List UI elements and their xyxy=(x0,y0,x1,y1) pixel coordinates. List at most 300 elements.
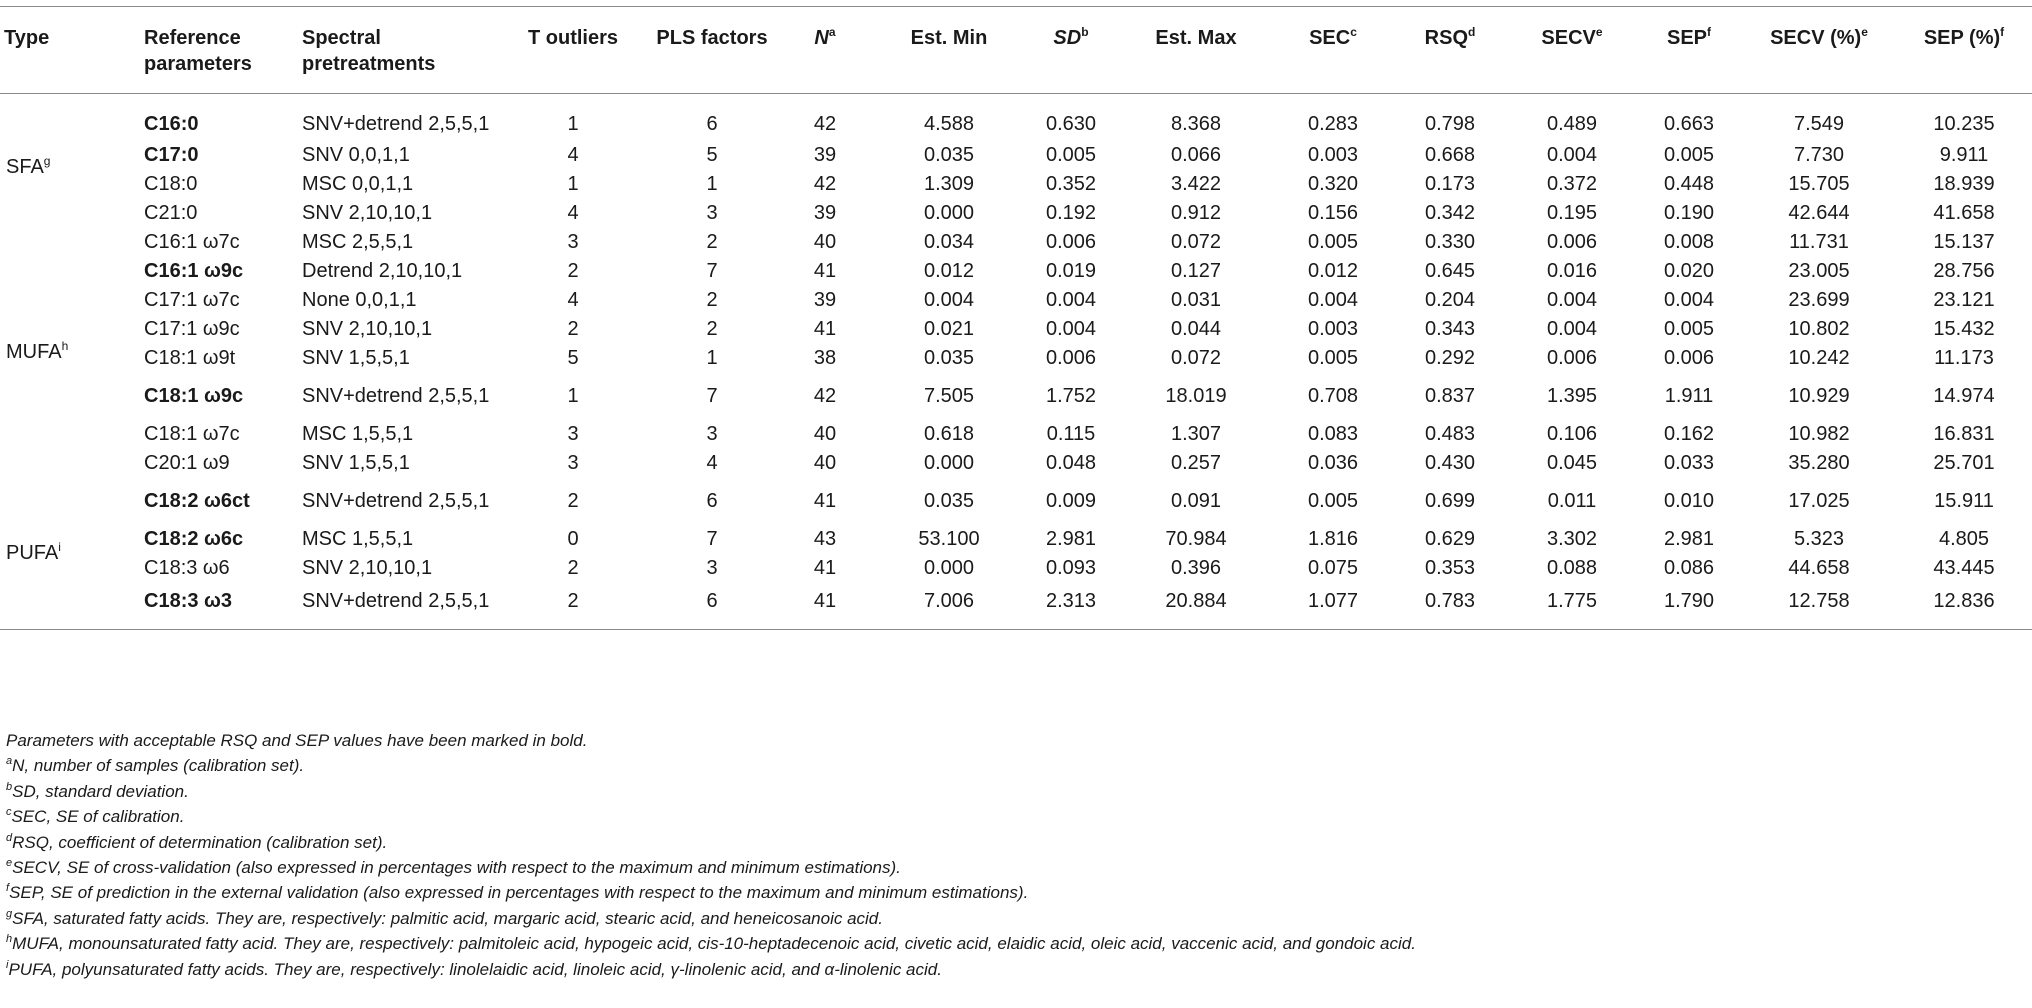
value-cell-max: 3.422 xyxy=(1170,172,1222,195)
table-row xyxy=(0,373,2032,420)
value-cell-sepp: 10.235 xyxy=(1933,112,1995,135)
value-cell-secv: 0.016 xyxy=(1546,259,1598,282)
table-row xyxy=(0,420,2032,449)
value-cell-n: 41 xyxy=(813,556,837,579)
value-cell-sec: 0.005 xyxy=(1307,230,1359,253)
reference-parameter: C18:3 ω3 xyxy=(144,590,233,613)
type-group-label: PUFA xyxy=(6,541,59,564)
column-header-label: Est. Max xyxy=(1155,27,1237,49)
value-cell-sepp: 25.701 xyxy=(1933,451,1995,474)
footnote-marker: h xyxy=(6,933,13,946)
reference-parameter: C18:1 ω9t xyxy=(144,346,236,369)
column-header-label: T outliers xyxy=(527,27,618,49)
spectral-pretreatment: SNV 1,5,5,1 xyxy=(302,451,410,474)
type-group-label: SFA xyxy=(6,156,44,179)
column-header-label: SEC xyxy=(1309,27,1351,49)
value-cell-sep: 0.008 xyxy=(1663,230,1715,253)
value-cell-rsq: 0.783 xyxy=(1424,590,1476,613)
footnote-text: SEP, SE of prediction in the external validation (also expressed in percentages with respect to the maximum and minimum estimations). xyxy=(9,883,1029,903)
spectral-pretreatment: SNV 2,10,10,1 xyxy=(302,556,433,579)
column-header-label: SD xyxy=(1053,27,1082,49)
value-cell-min: 0.000 xyxy=(923,556,975,579)
value-cell-secvp: 11.731 xyxy=(1789,230,1849,253)
value-cell-rsq: 0.699 xyxy=(1424,489,1476,512)
value-cell-sep: 0.010 xyxy=(1663,489,1715,512)
spectral-pretreatment: MSC 1,5,5,1 xyxy=(302,527,414,550)
value-cell-rsq: 0.343 xyxy=(1424,317,1476,340)
value-cell-sepp: 15.137 xyxy=(1933,230,1995,253)
value-cell-sd: 0.006 xyxy=(1045,346,1097,369)
value-cell-secv: 3.302 xyxy=(1546,527,1598,550)
calibration-table xyxy=(0,6,2032,630)
column-header xyxy=(0,7,140,94)
column-header xyxy=(1636,7,1742,94)
value-cell-secvp: 5.323 xyxy=(1793,527,1845,550)
column-header-label: SECV (%) xyxy=(1770,27,1862,49)
value-cell-t: 2 xyxy=(567,259,579,282)
value-cell-sd: 2.981 xyxy=(1045,527,1097,550)
table-row xyxy=(0,554,2032,583)
reference-parameter: C18:2 ω6ct xyxy=(144,489,250,512)
value-cell-sep: 0.005 xyxy=(1663,143,1715,166)
value-cell-sep: 0.006 xyxy=(1663,346,1715,369)
value-cell-sec: 0.708 xyxy=(1307,384,1359,407)
value-cell-pls: 6 xyxy=(706,590,718,613)
value-cell-sep: 0.004 xyxy=(1663,288,1715,311)
value-cell-pls: 2 xyxy=(706,317,718,340)
value-cell-secv: 0.195 xyxy=(1546,201,1598,224)
value-cell-max: 1.307 xyxy=(1170,422,1222,445)
value-cell-secvp: 10.982 xyxy=(1788,422,1850,445)
spectral-pretreatment: MSC 1,5,5,1 xyxy=(302,422,414,445)
value-cell-max: 0.066 xyxy=(1170,143,1222,166)
value-cell-secv: 0.004 xyxy=(1546,317,1598,340)
column-header xyxy=(498,7,648,94)
value-cell-sepp: 16.831 xyxy=(1933,422,1995,445)
value-cell-min: 0.004 xyxy=(923,288,975,311)
footnote xyxy=(6,779,1416,804)
value-cell-min: 53.100 xyxy=(918,527,980,550)
column-header-label: Est. Min xyxy=(910,27,988,49)
value-cell-sec: 1.816 xyxy=(1307,527,1359,550)
value-cell-secvp: 10.929 xyxy=(1788,384,1850,407)
column-header xyxy=(1392,7,1508,94)
spectral-pretreatment: Detrend 2,10,10,1 xyxy=(302,259,463,282)
value-cell-t: 2 xyxy=(567,590,579,613)
value-cell-sep: 2.981 xyxy=(1663,527,1715,550)
value-cell-t: 3 xyxy=(567,422,579,445)
value-cell-min: 1.309 xyxy=(923,172,975,195)
value-cell-min: 7.505 xyxy=(923,384,975,407)
footnote-marker: e xyxy=(1861,25,1868,39)
value-cell-secv: 0.004 xyxy=(1546,143,1598,166)
value-cell-secvp: 10.802 xyxy=(1788,317,1850,340)
value-cell-t: 4 xyxy=(567,288,579,311)
footnote xyxy=(6,855,1416,880)
value-cell-sepp: 28.756 xyxy=(1933,259,1995,282)
value-cell-sd: 0.019 xyxy=(1045,259,1097,282)
value-cell-n: 41 xyxy=(813,590,837,613)
value-cell-secv: 0.011 xyxy=(1547,489,1597,512)
value-cell-sd: 0.004 xyxy=(1045,288,1097,311)
footnote xyxy=(6,728,1416,753)
column-header xyxy=(1742,7,1896,94)
value-cell-n: 41 xyxy=(813,317,837,340)
table-row xyxy=(0,449,2032,478)
value-cell-sd: 0.630 xyxy=(1045,112,1097,135)
value-cell-t: 1 xyxy=(567,112,579,135)
value-cell-sec: 0.004 xyxy=(1307,288,1359,311)
value-cell-t: 2 xyxy=(567,556,579,579)
value-cell-sec: 0.320 xyxy=(1307,172,1359,195)
table-row xyxy=(0,478,2032,525)
table-row xyxy=(0,199,2032,228)
column-header xyxy=(140,7,298,94)
spectral-pretreatment: SNV 2,10,10,1 xyxy=(302,317,433,340)
value-cell-secv: 0.004 xyxy=(1546,288,1598,311)
value-cell-sd: 0.009 xyxy=(1045,489,1097,512)
reference-parameter: C16:0 xyxy=(144,112,199,135)
footnote-marker: g xyxy=(6,907,13,920)
spectral-pretreatment: SNV+detrend 2,5,5,1 xyxy=(302,112,490,135)
column-header-label: SEP xyxy=(1666,27,1708,49)
value-cell-sd: 0.004 xyxy=(1045,317,1097,340)
footnote-marker: b xyxy=(6,780,13,793)
value-cell-n: 38 xyxy=(813,346,837,369)
value-cell-sepp: 15.432 xyxy=(1933,317,1995,340)
footnote-text: MUFA, monounsaturated fatty acid. They are, respectively: palmitoleic acid, hypogeic acid, cis-10-heptadecenoic acid, civetic acid, elaidic acid, oleic acid, vaccenic acid, and gondoic acid. xyxy=(12,934,1416,954)
value-cell-sd: 0.005 xyxy=(1045,143,1097,166)
value-cell-secv: 0.006 xyxy=(1546,230,1598,253)
value-cell-n: 43 xyxy=(813,527,837,550)
value-cell-pls: 5 xyxy=(706,143,718,166)
value-cell-secvp: 23.005 xyxy=(1788,259,1850,282)
reference-parameter: C21:0 xyxy=(144,201,198,224)
table-body xyxy=(0,94,2032,630)
value-cell-t: 1 xyxy=(567,384,579,407)
table-row xyxy=(0,344,2032,373)
value-cell-secv: 1.775 xyxy=(1546,590,1598,613)
column-header-label: N xyxy=(814,27,829,49)
value-cell-sepp: 43.445 xyxy=(1933,556,1995,579)
reference-parameter: C18:2 ω6c xyxy=(144,527,244,550)
footnote-marker: f xyxy=(6,882,10,895)
footnote xyxy=(6,931,1416,956)
value-cell-max: 0.912 xyxy=(1170,201,1222,224)
value-cell-sec: 0.283 xyxy=(1307,112,1359,135)
value-cell-pls: 3 xyxy=(706,201,718,224)
value-cell-sd: 2.313 xyxy=(1045,590,1097,613)
value-cell-t: 4 xyxy=(567,201,579,224)
footnote-text: SFA, saturated fatty acids. They are, respectively: palmitic acid, margaric acid, stearic acid, and heneicosanoic acid. xyxy=(12,908,883,928)
value-cell-min: 0.035 xyxy=(923,489,975,512)
value-cell-sec: 0.003 xyxy=(1307,317,1359,340)
spectral-pretreatment: MSC 2,5,5,1 xyxy=(302,230,414,253)
column-header-label: Spectral pretreatments xyxy=(302,27,436,75)
value-cell-secv: 0.088 xyxy=(1546,556,1598,579)
header-row xyxy=(0,7,2032,94)
value-cell-max: 0.257 xyxy=(1170,451,1222,474)
value-cell-sd: 0.006 xyxy=(1045,230,1097,253)
value-cell-max: 70.984 xyxy=(1165,527,1227,550)
value-cell-pls: 6 xyxy=(706,489,718,512)
footnote-marker: f xyxy=(1707,25,1712,39)
value-cell-t: 3 xyxy=(567,230,579,253)
value-cell-sep: 0.448 xyxy=(1663,172,1715,195)
reference-parameter: C16:1 ω9c xyxy=(144,259,244,282)
value-cell-max: 0.091 xyxy=(1170,489,1222,512)
value-cell-max: 0.127 xyxy=(1170,259,1222,282)
value-cell-secv: 0.106 xyxy=(1546,422,1598,445)
value-cell-sepp: 18.939 xyxy=(1933,172,1995,195)
value-cell-sd: 0.093 xyxy=(1045,556,1097,579)
value-cell-rsq: 0.798 xyxy=(1424,112,1476,135)
type-group-cell xyxy=(0,94,140,228)
value-cell-sec: 0.075 xyxy=(1307,556,1359,579)
value-cell-sec: 0.003 xyxy=(1307,143,1359,166)
value-cell-secvp: 10.242 xyxy=(1788,346,1850,369)
value-cell-pls: 3 xyxy=(706,422,718,445)
column-header-label: RSQ xyxy=(1424,27,1468,49)
footnote-marker: d xyxy=(6,831,13,844)
column-header-label: SEP (%) xyxy=(1923,27,2001,49)
type-group-cell xyxy=(0,478,140,630)
reference-parameter: C17:1 ω7c xyxy=(144,288,240,311)
table-row xyxy=(0,583,2032,630)
spectral-pretreatment: SNV 2,10,10,1 xyxy=(302,201,433,224)
table-row xyxy=(0,315,2032,344)
column-header-label: SECV xyxy=(1541,27,1596,49)
table-row xyxy=(0,94,2032,141)
footnote-text: Parameters with acceptable RSQ and SEP values have been marked in bold. xyxy=(6,731,588,750)
reference-parameter: C18:1 ω7c xyxy=(144,422,240,445)
footnote-marker: a xyxy=(828,25,836,39)
footnote-text: PUFA, polyunsaturated fatty acids. They are, respectively: linolelaidic acid, linoleic acid, γ-linolenic acid, and α-linolenic acid. xyxy=(8,959,942,979)
value-cell-sepp: 41.658 xyxy=(1933,201,1995,224)
value-cell-min: 4.588 xyxy=(923,112,975,135)
value-cell-secv: 0.045 xyxy=(1546,451,1598,474)
value-cell-secvp: 23.699 xyxy=(1788,288,1850,311)
value-cell-pls: 6 xyxy=(706,112,718,135)
reference-parameter: C18:1 ω9c xyxy=(144,384,244,407)
reference-parameter: C18:0 xyxy=(144,172,198,195)
value-cell-secvp: 7.549 xyxy=(1793,112,1845,135)
footnote-marker: g xyxy=(43,154,51,169)
value-cell-sec: 0.083 xyxy=(1307,422,1359,445)
spectral-pretreatment: MSC 0,0,1,1 xyxy=(302,172,414,195)
value-cell-sepp: 14.974 xyxy=(1933,384,1995,407)
value-cell-t: 1 xyxy=(567,172,579,195)
table-row xyxy=(0,228,2032,257)
value-cell-sep: 0.086 xyxy=(1663,556,1715,579)
value-cell-sec: 0.156 xyxy=(1307,201,1359,224)
footnote-marker: e xyxy=(1595,25,1603,39)
table-row xyxy=(0,257,2032,286)
column-header-label: Type xyxy=(4,27,50,49)
value-cell-min: 0.618 xyxy=(923,422,975,445)
value-cell-sep: 0.020 xyxy=(1663,259,1715,282)
value-cell-secv: 0.006 xyxy=(1546,346,1598,369)
value-cell-n: 42 xyxy=(813,112,837,135)
footnote xyxy=(6,830,1416,855)
type-group-cell xyxy=(0,228,140,478)
value-cell-sd: 0.192 xyxy=(1045,201,1097,224)
footnote-text: SECV, SE of cross-validation (also expressed in percentages with respect to the maximum and minimum estimations). xyxy=(12,858,901,878)
value-cell-min: 0.012 xyxy=(923,259,975,282)
value-cell-sec: 0.036 xyxy=(1307,451,1359,474)
reference-parameter: C16:1 ω7c xyxy=(144,230,240,253)
value-cell-sd: 0.115 xyxy=(1046,422,1096,445)
value-cell-sep: 0.190 xyxy=(1663,201,1715,224)
value-cell-sepp: 9.911 xyxy=(1939,143,1989,166)
value-cell-secvp: 12.758 xyxy=(1788,590,1850,613)
value-cell-n: 41 xyxy=(813,259,837,282)
value-cell-pls: 2 xyxy=(706,288,718,311)
spectral-pretreatment: SNV+detrend 2,5,5,1 xyxy=(302,384,490,407)
value-cell-n: 41 xyxy=(813,489,837,512)
footnote-text: RSQ, coefficient of determination (calibration set). xyxy=(12,832,388,852)
value-cell-t: 5 xyxy=(567,346,579,369)
footnote-marker: c xyxy=(1350,25,1357,39)
value-cell-n: 40 xyxy=(813,422,837,445)
value-cell-n: 42 xyxy=(813,384,837,407)
value-cell-sec: 1.077 xyxy=(1307,590,1359,613)
value-cell-max: 0.072 xyxy=(1170,230,1222,253)
footnote xyxy=(6,753,1416,778)
value-cell-secvp: 17.025 xyxy=(1788,489,1850,512)
spectral-pretreatment: SNV 0,0,1,1 xyxy=(302,143,410,166)
footnote xyxy=(6,804,1416,829)
value-cell-pls: 4 xyxy=(706,451,718,474)
value-cell-min: 7.006 xyxy=(923,590,975,613)
value-cell-sep: 1.911 xyxy=(1664,384,1714,407)
value-cell-min: 0.035 xyxy=(923,346,975,369)
footnote-marker: i xyxy=(58,539,61,554)
footnote-text: SEC, SE of calibration. xyxy=(11,807,185,827)
value-cell-sep: 1.790 xyxy=(1663,590,1715,613)
value-cell-rsq: 0.353 xyxy=(1424,556,1476,579)
value-cell-sec: 0.005 xyxy=(1307,489,1359,512)
type-group-label: MUFA xyxy=(6,341,62,363)
value-cell-t: 3 xyxy=(567,451,579,474)
value-cell-t: 2 xyxy=(567,317,579,340)
value-cell-secv: 0.489 xyxy=(1546,112,1598,135)
value-cell-max: 20.884 xyxy=(1165,590,1227,613)
value-cell-rsq: 0.668 xyxy=(1424,143,1476,166)
value-cell-sec: 0.012 xyxy=(1307,259,1359,282)
column-header xyxy=(874,7,1024,94)
value-cell-max: 0.396 xyxy=(1170,556,1222,579)
value-cell-min: 0.000 xyxy=(923,451,975,474)
column-header xyxy=(298,7,498,94)
table-row xyxy=(0,170,2032,199)
table-row xyxy=(0,286,2032,315)
value-cell-max: 18.019 xyxy=(1165,384,1227,407)
value-cell-pls: 2 xyxy=(706,230,718,253)
value-cell-t: 0 xyxy=(567,527,579,550)
value-cell-sepp: 15.911 xyxy=(1934,489,1994,512)
column-header xyxy=(1274,7,1392,94)
value-cell-pls: 1 xyxy=(706,346,718,369)
table-row xyxy=(0,141,2032,170)
reference-parameter: C17:1 ω9c xyxy=(144,317,240,340)
footnote-marker: f xyxy=(2000,25,2005,39)
value-cell-rsq: 0.342 xyxy=(1424,201,1476,224)
value-cell-sd: 0.048 xyxy=(1045,451,1097,474)
column-header xyxy=(1896,7,2032,94)
value-cell-rsq: 0.173 xyxy=(1424,172,1476,195)
footnote-marker: d xyxy=(1468,25,1476,39)
value-cell-sep: 0.162 xyxy=(1663,422,1715,445)
footnote-text: SD, standard deviation. xyxy=(12,781,189,801)
value-cell-t: 2 xyxy=(567,489,579,512)
column-header xyxy=(648,7,776,94)
footnote xyxy=(6,906,1416,931)
value-cell-n: 39 xyxy=(813,288,837,311)
footnote-marker: a xyxy=(6,755,13,768)
footnote-text: N, number of samples (calibration set). xyxy=(12,756,305,776)
spectral-pretreatment: SNV 1,5,5,1 xyxy=(302,346,410,369)
value-cell-n: 42 xyxy=(813,172,837,195)
footnote xyxy=(6,880,1416,905)
value-cell-rsq: 0.645 xyxy=(1424,259,1476,282)
value-cell-sec: 0.005 xyxy=(1307,346,1359,369)
spectral-pretreatment: SNV+detrend 2,5,5,1 xyxy=(302,489,490,512)
value-cell-sd: 1.752 xyxy=(1045,384,1097,407)
column-header-label: Reference parameters xyxy=(144,27,252,75)
value-cell-pls: 7 xyxy=(706,384,718,407)
value-cell-pls: 1 xyxy=(706,172,718,195)
value-cell-min: 0.021 xyxy=(923,317,975,340)
value-cell-secvp: 42.644 xyxy=(1788,201,1850,224)
value-cell-sd: 0.352 xyxy=(1045,172,1097,195)
column-header xyxy=(1118,7,1274,94)
column-header xyxy=(1508,7,1636,94)
value-cell-sepp: 4.805 xyxy=(1938,527,1990,550)
value-cell-n: 39 xyxy=(813,201,837,224)
column-header xyxy=(1024,7,1118,94)
spectral-pretreatment: SNV+detrend 2,5,5,1 xyxy=(302,590,490,613)
value-cell-rsq: 0.629 xyxy=(1424,527,1476,550)
value-cell-pls: 7 xyxy=(706,527,718,550)
value-cell-sep: 0.033 xyxy=(1663,451,1715,474)
value-cell-rsq: 0.430 xyxy=(1424,451,1476,474)
value-cell-max: 0.031 xyxy=(1170,288,1222,311)
value-cell-pls: 7 xyxy=(706,259,718,282)
footnote-marker: e xyxy=(6,857,13,870)
table-footnotes xyxy=(6,728,1416,982)
value-cell-rsq: 0.292 xyxy=(1424,346,1476,369)
value-cell-max: 0.072 xyxy=(1170,346,1222,369)
value-cell-secv: 1.395 xyxy=(1546,384,1598,407)
value-cell-max: 0.044 xyxy=(1170,317,1222,340)
value-cell-sep: 0.663 xyxy=(1663,112,1715,135)
value-cell-sepp: 23.121 xyxy=(1933,288,1995,311)
value-cell-t: 4 xyxy=(567,143,579,166)
value-cell-sepp: 12.836 xyxy=(1933,590,1995,613)
value-cell-sep: 0.005 xyxy=(1663,317,1715,340)
value-cell-rsq: 0.330 xyxy=(1424,230,1476,253)
value-cell-secvp: 7.730 xyxy=(1793,143,1845,166)
footnote-marker: h xyxy=(61,339,69,353)
value-cell-min: 0.034 xyxy=(923,230,975,253)
column-header xyxy=(776,7,874,94)
value-cell-rsq: 0.204 xyxy=(1424,288,1476,311)
value-cell-secv: 0.372 xyxy=(1546,172,1598,195)
reference-parameter: C20:1 ω9 xyxy=(144,451,230,474)
value-cell-max: 8.368 xyxy=(1170,112,1222,135)
value-cell-pls: 3 xyxy=(706,556,718,579)
